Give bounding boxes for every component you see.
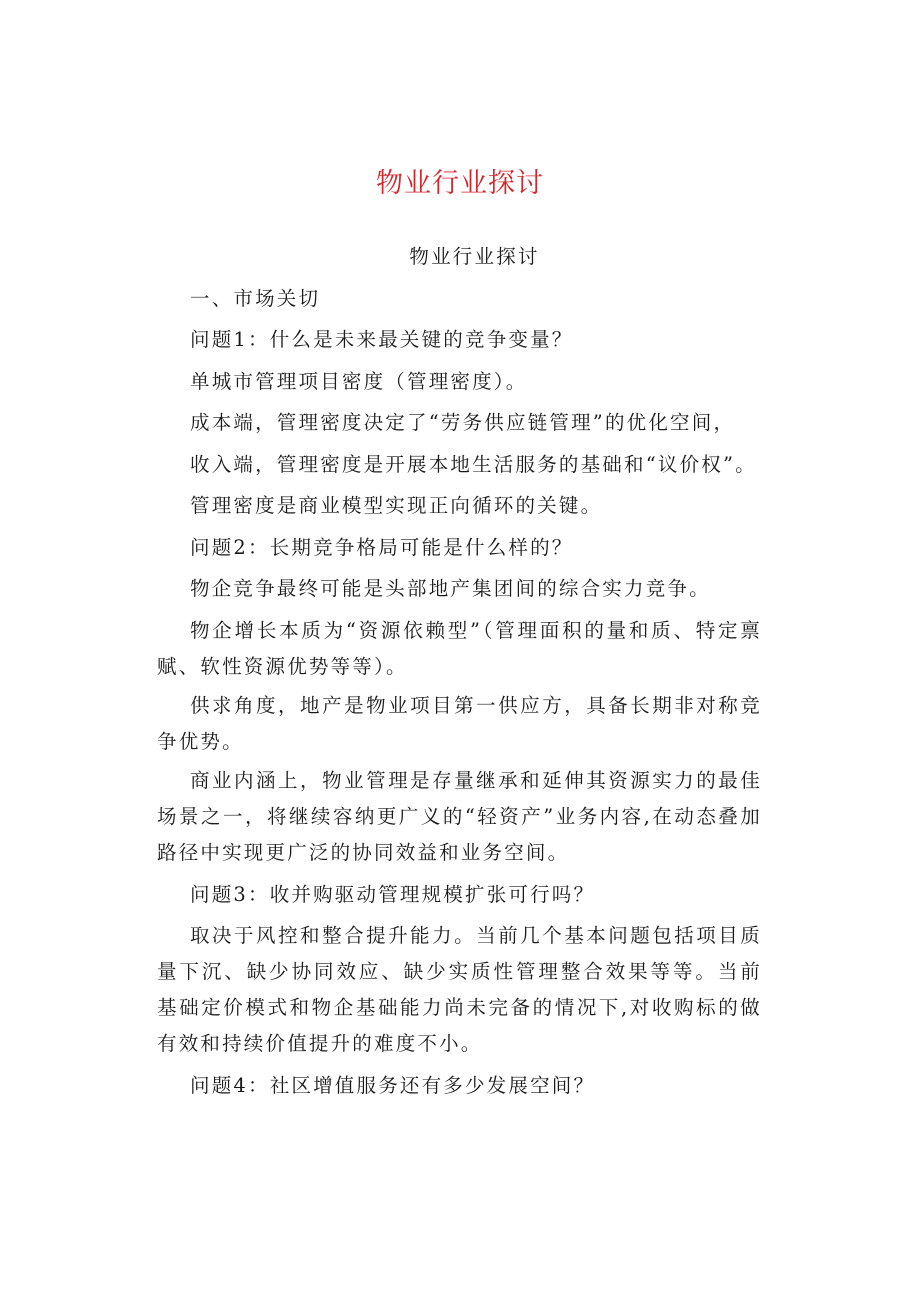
paragraph: 取决于风控和整合提升能力。当前几个基本问题包括项目质量下沉、缺少协同效应、缺少实质性管理整合效果等等。当前基础定价模式和物企基础能力尚未完备的情况下,对收购标的做有效和持续价值提升的难度不小。 [157,924,762,1055]
paragraph: 商业内涵上，物业管理是存量继承和延伸其资源实力的最佳场景之一，将继续容纳更广义的“轻资产”业务内容,在动态叠加路径中实现更广泛的协同效益和业务空间。 [157,768,762,864]
paragraph: 管理密度是商业模型实现正向循环的关键。 [190,494,603,517]
paragraph: 物企竞争最终可能是头部地产集团间的综合实力竞争。 [190,577,711,600]
paragraph: 成本端，管理密度决定了“劳务供应链管理”的优化空间， [190,411,736,434]
question-heading: 问题4：社区增值服务还有多少发展空间？ [190,1074,596,1097]
document-title: 物业行业探讨 [376,168,544,199]
question-heading: 问题2：长期竞争格局可能是什么样的？ [190,535,574,559]
paragraph: 单城市管理项目密度（管理密度）。 [190,369,528,393]
paragraph: 供求角度，地产是物业项目第一供应方，具备长期非对称竞争优势。 [157,693,762,753]
document-body [157,236,762,1107]
question-heading: 问题3：收并购驱动管理规模扩张可行吗？ [190,882,596,906]
paragraph: 物企增长本质为“资源依赖型”（管理面积的量和质、特定禀赋、软性资源优势等等）。 [157,618,762,678]
question-heading: 问题1：什么是未来最关键的竞争变量？ [190,328,574,351]
section-heading: 一、市场关切 [190,286,321,310]
paragraph: 收入端，管理密度是开展本地生活服务的基础和“议价权”。 [190,452,757,476]
document-subtitle: 物业行业探讨 [409,245,540,268]
